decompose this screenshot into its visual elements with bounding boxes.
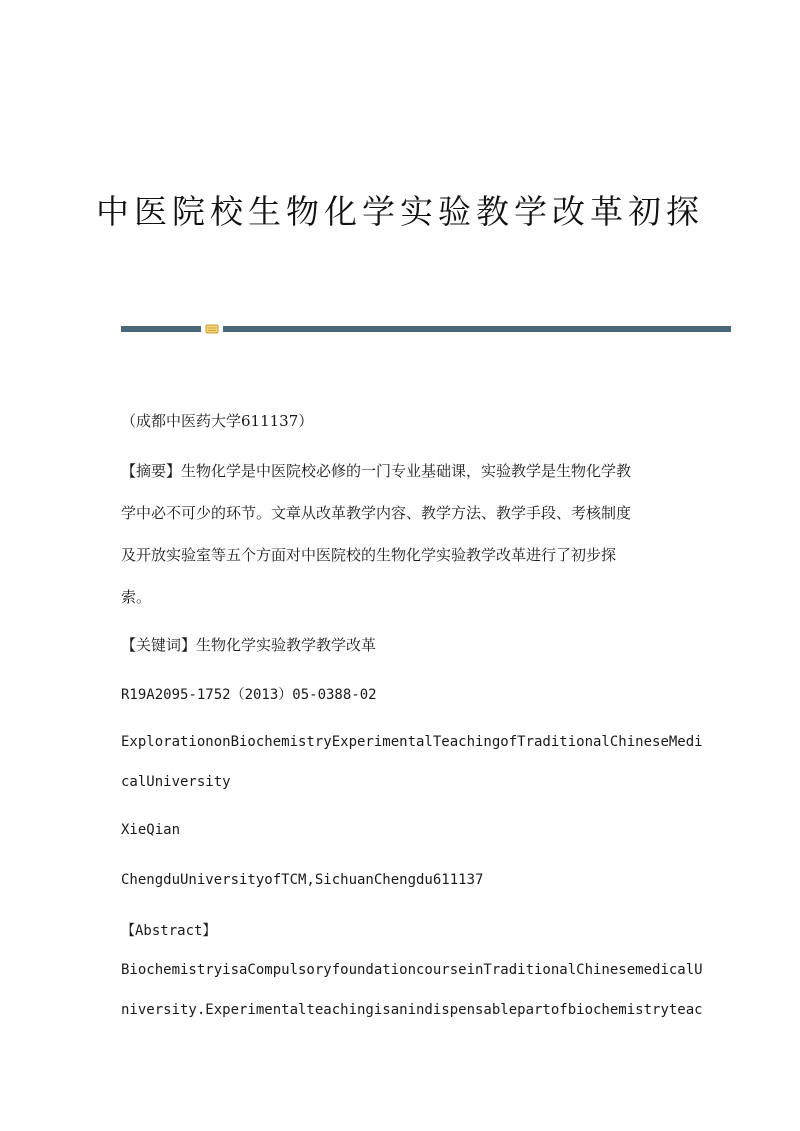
abstract-cn-line-2: 学中必不可少的环节。文章从改革教学内容、教学方法、教学手段、考核制度 xyxy=(121,504,632,522)
affiliation: （成都中医药大学611137） xyxy=(121,412,314,430)
keywords: 【关键词】生物化学实验教学教学改革 xyxy=(121,636,377,654)
abstract-en-line-2: niversity.Experimentalteachingisanindispensablepartofbiochemistryteac xyxy=(121,1002,703,1018)
abstract-en-heading: 【Abstract】 xyxy=(121,923,217,939)
title-divider xyxy=(121,325,731,334)
english-title-line-2: calUniversity xyxy=(121,774,231,790)
abstract-cn-line-4: 索。 xyxy=(121,588,152,606)
classification-code: R19A2095-1752（2013）05-0388-02 xyxy=(121,687,377,703)
abstract-cn-line-3: 及开放实验室等五个方面对中医院校的生物化学实验教学改革进行了初步探 xyxy=(121,546,617,564)
affiliation-en: ChengduUniversityofTCM,SichuanChengdu611137 xyxy=(121,872,484,888)
divider-bar-left xyxy=(121,326,201,332)
scroll-ornament-icon xyxy=(205,323,219,335)
abstract-cn-line-1: 【摘要】生物化学是中医院校必修的一门专业基础课，实验教学是生物化学教 xyxy=(121,462,632,480)
document-title: 中医院校生物化学实验教学改革初探 xyxy=(96,192,704,231)
abstract-en-line-1: BiochemistryisaCompulsoryfoundationcourseinTraditionalChinesemedicalU xyxy=(121,962,703,978)
author-en: XieQian xyxy=(121,822,181,838)
divider-bar-right xyxy=(223,326,731,332)
english-title-line-1: ExplorationonBiochemistryExperimentalTeachingofTraditionalChineseMedi xyxy=(121,734,703,750)
